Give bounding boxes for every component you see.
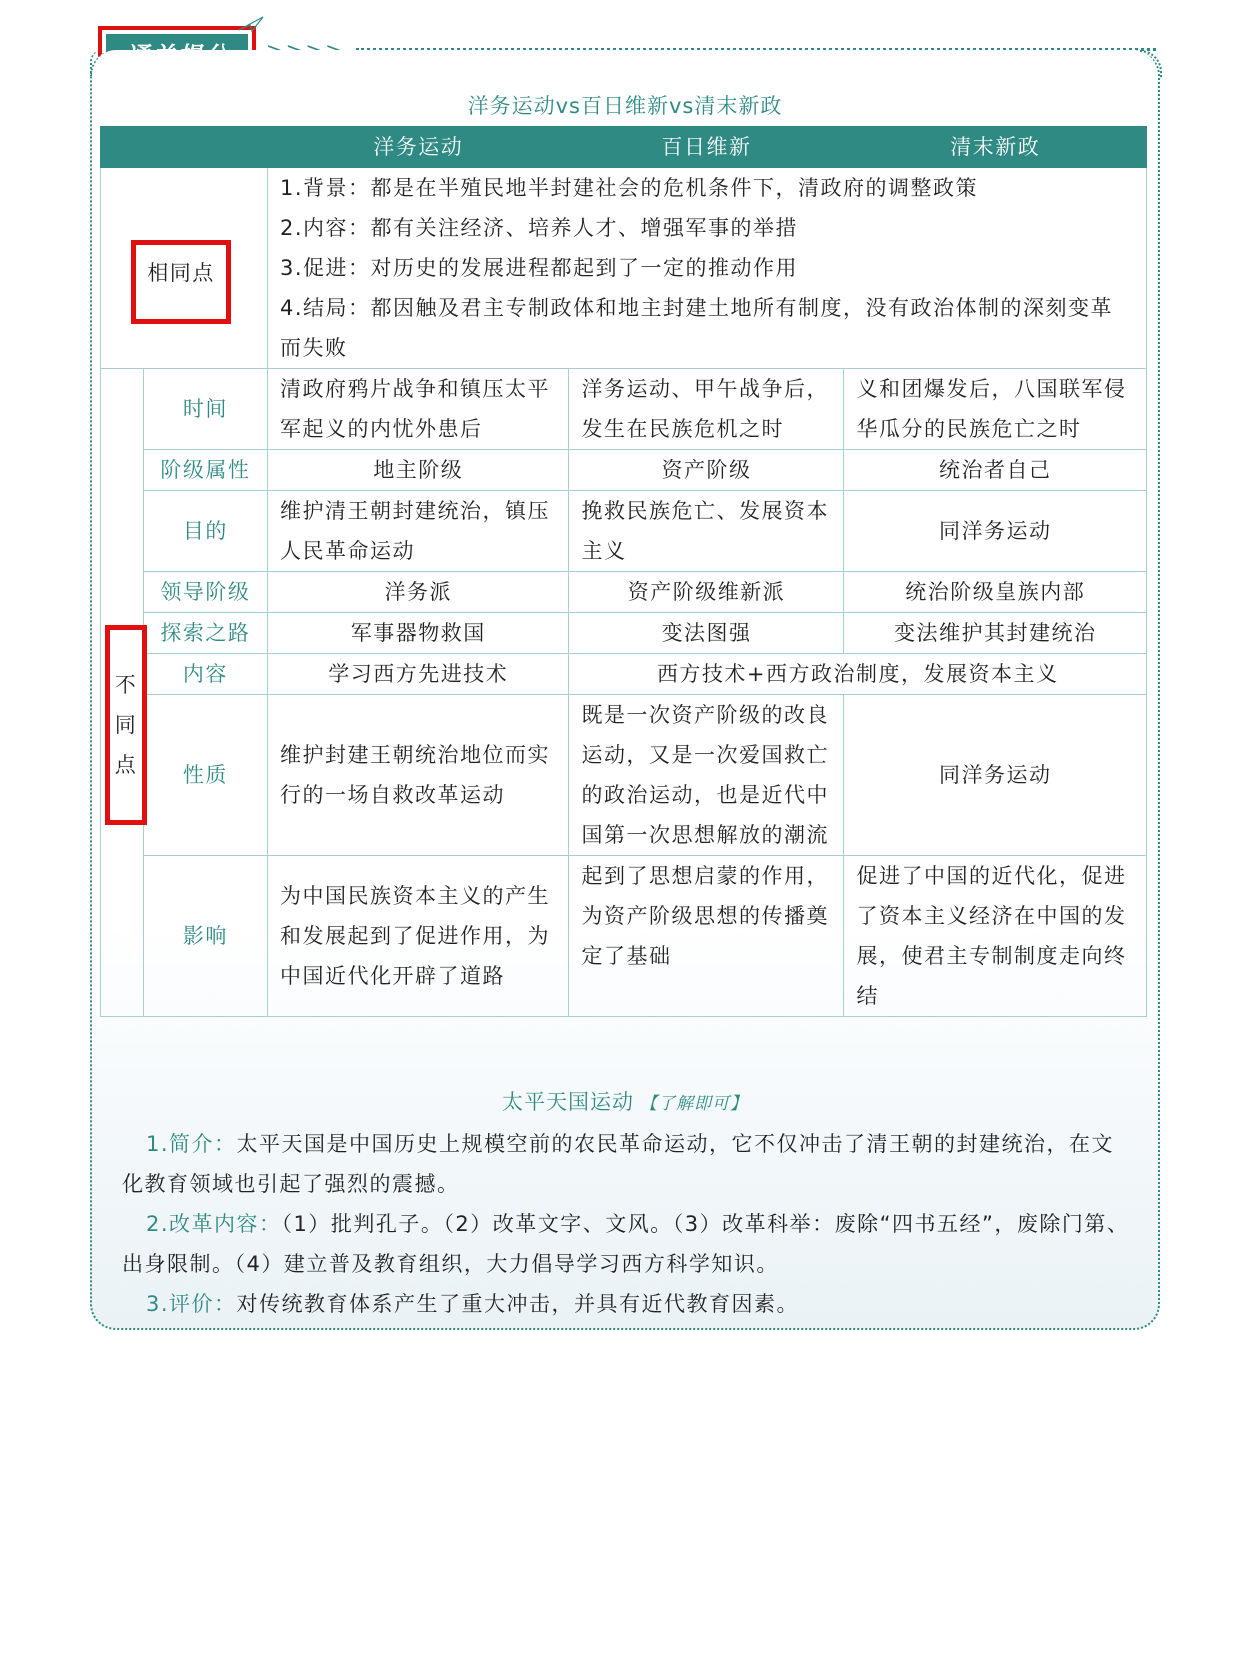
list-item: 3.促进：对历史的发展进程都起到了一定的推动作用 [280,256,799,280]
table-cell: 洋务派 [268,572,569,613]
table-row [101,491,1147,572]
row-header: 探索之路 [143,613,267,654]
table-cell: 统治阶级皇族内部 [844,572,1147,613]
column-header: 清末新政 [844,127,1147,168]
table-cell: 资产阶级 [569,450,844,491]
table-row [101,654,1147,695]
row-header: 影响 [143,856,267,1017]
table-cell: 变法图强 [569,613,844,654]
table-cell: 挽救民族危亡、发展资本主义 [569,491,844,572]
same-points-label: 相同点 [131,240,231,324]
paragraph: 1.简介：太平天国是中国历史上规模空前的农民革命运动，它不仅冲击了清王朝的封建统治，在文化教育领域也引起了强烈的震撼。 [122,1132,1115,1196]
list-item: 2.内容：都有关注经济、培养人才、增强军事的举措 [280,216,799,240]
taiping-section [122,1124,1132,1324]
table-cell: 地主阶级 [268,450,569,491]
table-cell: 统治者自己 [844,450,1147,491]
table-cell: 资产阶级维新派 [569,572,844,613]
list-item: 4.结局：都因触及君主专制政体和地主封建土地所有制度，没有政治体制的深刻变革而失败 [280,296,1114,360]
same-points-list [268,168,1147,369]
same-points-head [101,168,268,369]
diff-points-label: 不 同 点 [105,625,147,825]
table-cell: 促进了中国的近代化，促进了资本主义经济在中国的发展，使君主专制制度走向终结 [844,856,1147,1017]
table-row [101,450,1147,491]
table-cell: 既是一次资产阶级的改良运动，又是一次爱国救亡的政治运动，也是近代中国第一次思想解放的潮流 [569,695,844,856]
table-cell: 维护封建王朝统治地位而实行的一场自救改革运动 [268,695,569,856]
comparison-table [100,126,1147,1017]
list-item: 1.背景：都是在半殖民地半封建社会的危机条件下，清政府的调整政策 [280,176,979,200]
table-cell: 为中国民族资本主义的产生和发展起到了促进作用，为中国近代化开辟了道路 [268,856,569,1017]
row-header: 阶级属性 [143,450,267,491]
table-cell: 军事器物救国 [268,613,569,654]
row-header: 内容 [143,654,267,695]
row-header: 时间 [143,369,267,450]
section-note: 【了解即可】 [640,1094,748,1114]
table-cell: 西方技术+西方政治制度，发展资本主义 [569,654,1147,695]
table-row [101,369,1147,450]
column-header: 百日维新 [569,127,844,168]
row-header: 目的 [143,491,267,572]
table-cell: 同洋务运动 [844,491,1147,572]
table-cell: 起到了思想启蒙的作用，为资产阶级思想的传播奠定了基础 [569,856,844,1017]
table-row [101,613,1147,654]
same-points-row [101,168,1147,369]
row-header: 性质 [143,695,267,856]
table-cell: 变法维护其封建统治 [844,613,1147,654]
table-cell: 学习西方先进技术 [268,654,569,695]
paragraph: 2.改革内容：（1）批判孔子。（2）改革文字、文风。（3）改革科举：废除“四书五经”，废除门第、出身限制。（4）建立普及教育组织，大力倡导学习西方科学知识。 [122,1212,1130,1276]
table-header-row [101,127,1147,168]
table-cell: 洋务运动、甲午战争后，发生在民族危机之时 [569,369,844,450]
table-cell: 清政府鸦片战争和镇压太平军起义的内忧外患后 [268,369,569,450]
row-header: 领导阶级 [143,572,267,613]
table-cell: 同洋务运动 [844,695,1147,856]
table-cell: 义和团爆发后，八国联军侵华瓜分的民族危亡之时 [844,369,1147,450]
panel-corner [1140,50,1162,78]
section-title: 太平天国运动 【了解即可】 [502,1090,748,1114]
diff-points-head [101,369,144,1017]
table-row [101,856,1147,1017]
header-corner [101,127,268,168]
table-title: 洋务运动vs百日维新vs清末新政 [467,94,783,118]
column-header: 洋务运动 [268,127,569,168]
panel-corner [90,50,102,76]
paragraph: 3.评价：对传统教育体系产生了重大冲击，并具有近代教育因素。 [146,1292,800,1316]
paper-plane-icon [238,16,264,32]
table-row [101,695,1147,856]
table-cell: 维护清王朝封建统治，镇压人民革命运动 [268,491,569,572]
table-row [101,572,1147,613]
